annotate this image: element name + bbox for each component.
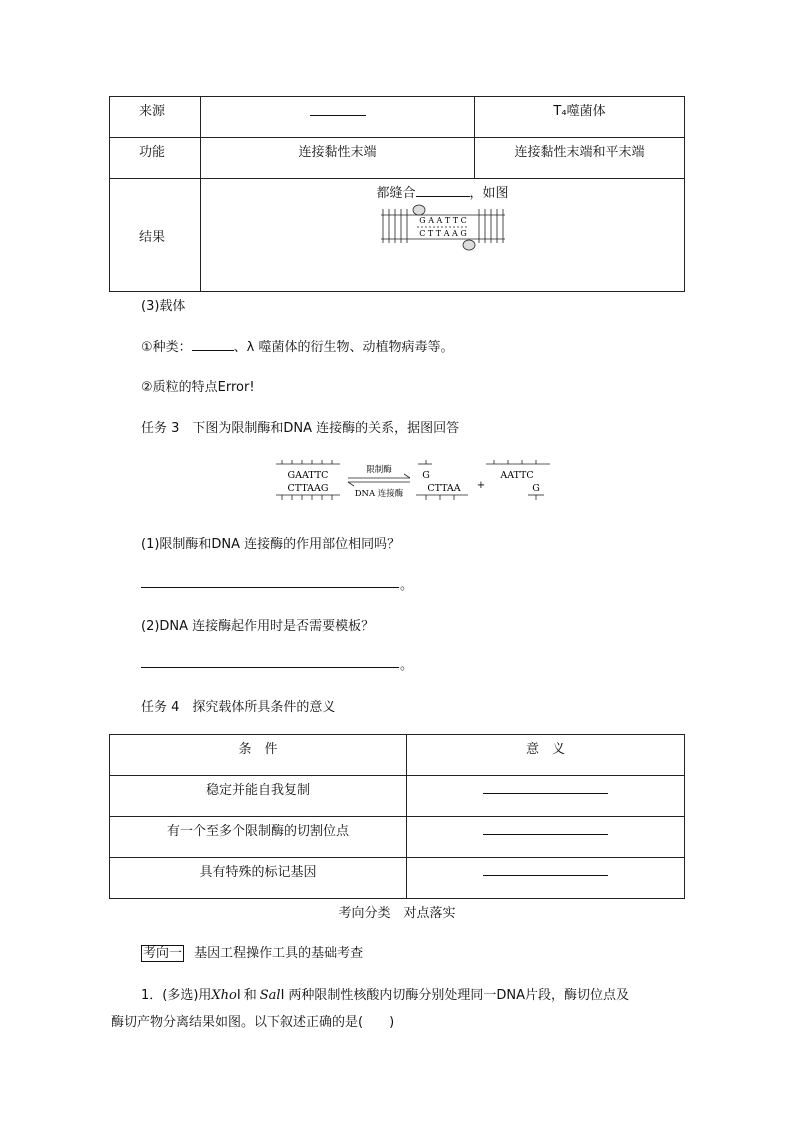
plasmid-features: ②质粒的特点Error! (141, 380, 255, 395)
question-1-line2: 酶切产物分离结果如图。以下叙述正确的是( ) (111, 1015, 395, 1030)
answer-blank (416, 184, 470, 197)
answer-line (141, 667, 399, 668)
row-label: 来源 (110, 97, 201, 138)
vector-types: ①种类： 、λ 噬菌体的衍生物、动植物病毒等。 (141, 340, 454, 355)
answer-blank (310, 101, 366, 116)
answer-blank (192, 338, 234, 351)
table-row (110, 817, 685, 858)
question-1-text: 1．(多选)用XhoⅠ 和 SalⅠ 两种限制性核酸内切酶分别处理同一DNA片段，酶切位点及 (141, 988, 630, 1003)
table-cell: 连接黏性末端 (201, 138, 475, 179)
table-row (110, 858, 685, 899)
blank-cell (201, 97, 475, 138)
answer-cell (407, 817, 685, 858)
header-cell: 条 件 (110, 735, 407, 776)
row-label: 结果 (110, 179, 201, 292)
vector-conditions-table (109, 734, 685, 899)
plus-sign: + (476, 480, 486, 491)
dna-bottom-left: CTTAAG (287, 483, 329, 494)
direction-tag: 考向一 (143, 946, 183, 961)
answer-blank (483, 820, 608, 835)
table-cell: 都缝合 ，如图 G A A T T C C T T A A G (201, 179, 685, 292)
answer-cell (407, 858, 685, 899)
restriction-ligase-diagram (272, 458, 557, 504)
fragment-mid-bottom: CTTAA (427, 483, 461, 494)
direction-heading: 考向一 基因工程操作工具的基础考查 (143, 946, 364, 961)
answer-cell (407, 776, 685, 817)
subtitle: 考向分类 对点落实 (338, 906, 456, 921)
answer-blank (483, 779, 608, 794)
enzyme-label-bottom: DNA 连接酶 (354, 489, 404, 499)
table-cell: 稳定并能自我复制 (110, 776, 407, 817)
table-header (110, 735, 685, 776)
table-cell: 连接黏性末端和平末端 (475, 138, 685, 179)
table-cell: 具有特殊的标记基因 (110, 858, 407, 899)
question-2: (2)DNA 连接酶起作用时是否需要模板？ (141, 619, 375, 634)
fragment-right-top: AATTC (500, 470, 534, 481)
svg-text:C T T A A G: C T T A A G (418, 229, 467, 238)
answer-blank (483, 861, 608, 876)
task3-title: 任务 3 下图为限制酶和DNA 连接酶的关系，据图回答 (141, 421, 460, 436)
fragment-mid-top: G (422, 470, 430, 481)
table-row (110, 138, 685, 179)
enzyme-comparison-table (109, 96, 685, 292)
table-row (110, 97, 685, 138)
fragment-right-bottom: G (532, 483, 540, 494)
section-heading: (3)载体 (141, 299, 186, 314)
table-row (110, 179, 685, 292)
table-cell: 有一个至多个限制酶的切割位点 (110, 817, 407, 858)
task4-title: 任务 4 探究载体所具条件的意义 (141, 700, 336, 715)
enzyme-label-top: 限制酶 (366, 465, 392, 475)
dna-top-left: GAATTC (287, 470, 329, 481)
ligation-site-icon (413, 205, 425, 215)
row-label: 功能 (110, 138, 201, 179)
answer-line (141, 587, 399, 588)
ligation-site-icon (463, 240, 475, 250)
table-row (110, 776, 685, 817)
svg-text:G A A T T C: G A A T T C (418, 216, 467, 225)
dna-ligation-diagram (373, 203, 513, 251)
table-cell: T₄噬菌体 (475, 97, 685, 138)
question-1: (1)限制酶和DNA 连接酶的作用部位相同吗？ (141, 537, 401, 552)
header-cell: 意 义 (407, 735, 685, 776)
